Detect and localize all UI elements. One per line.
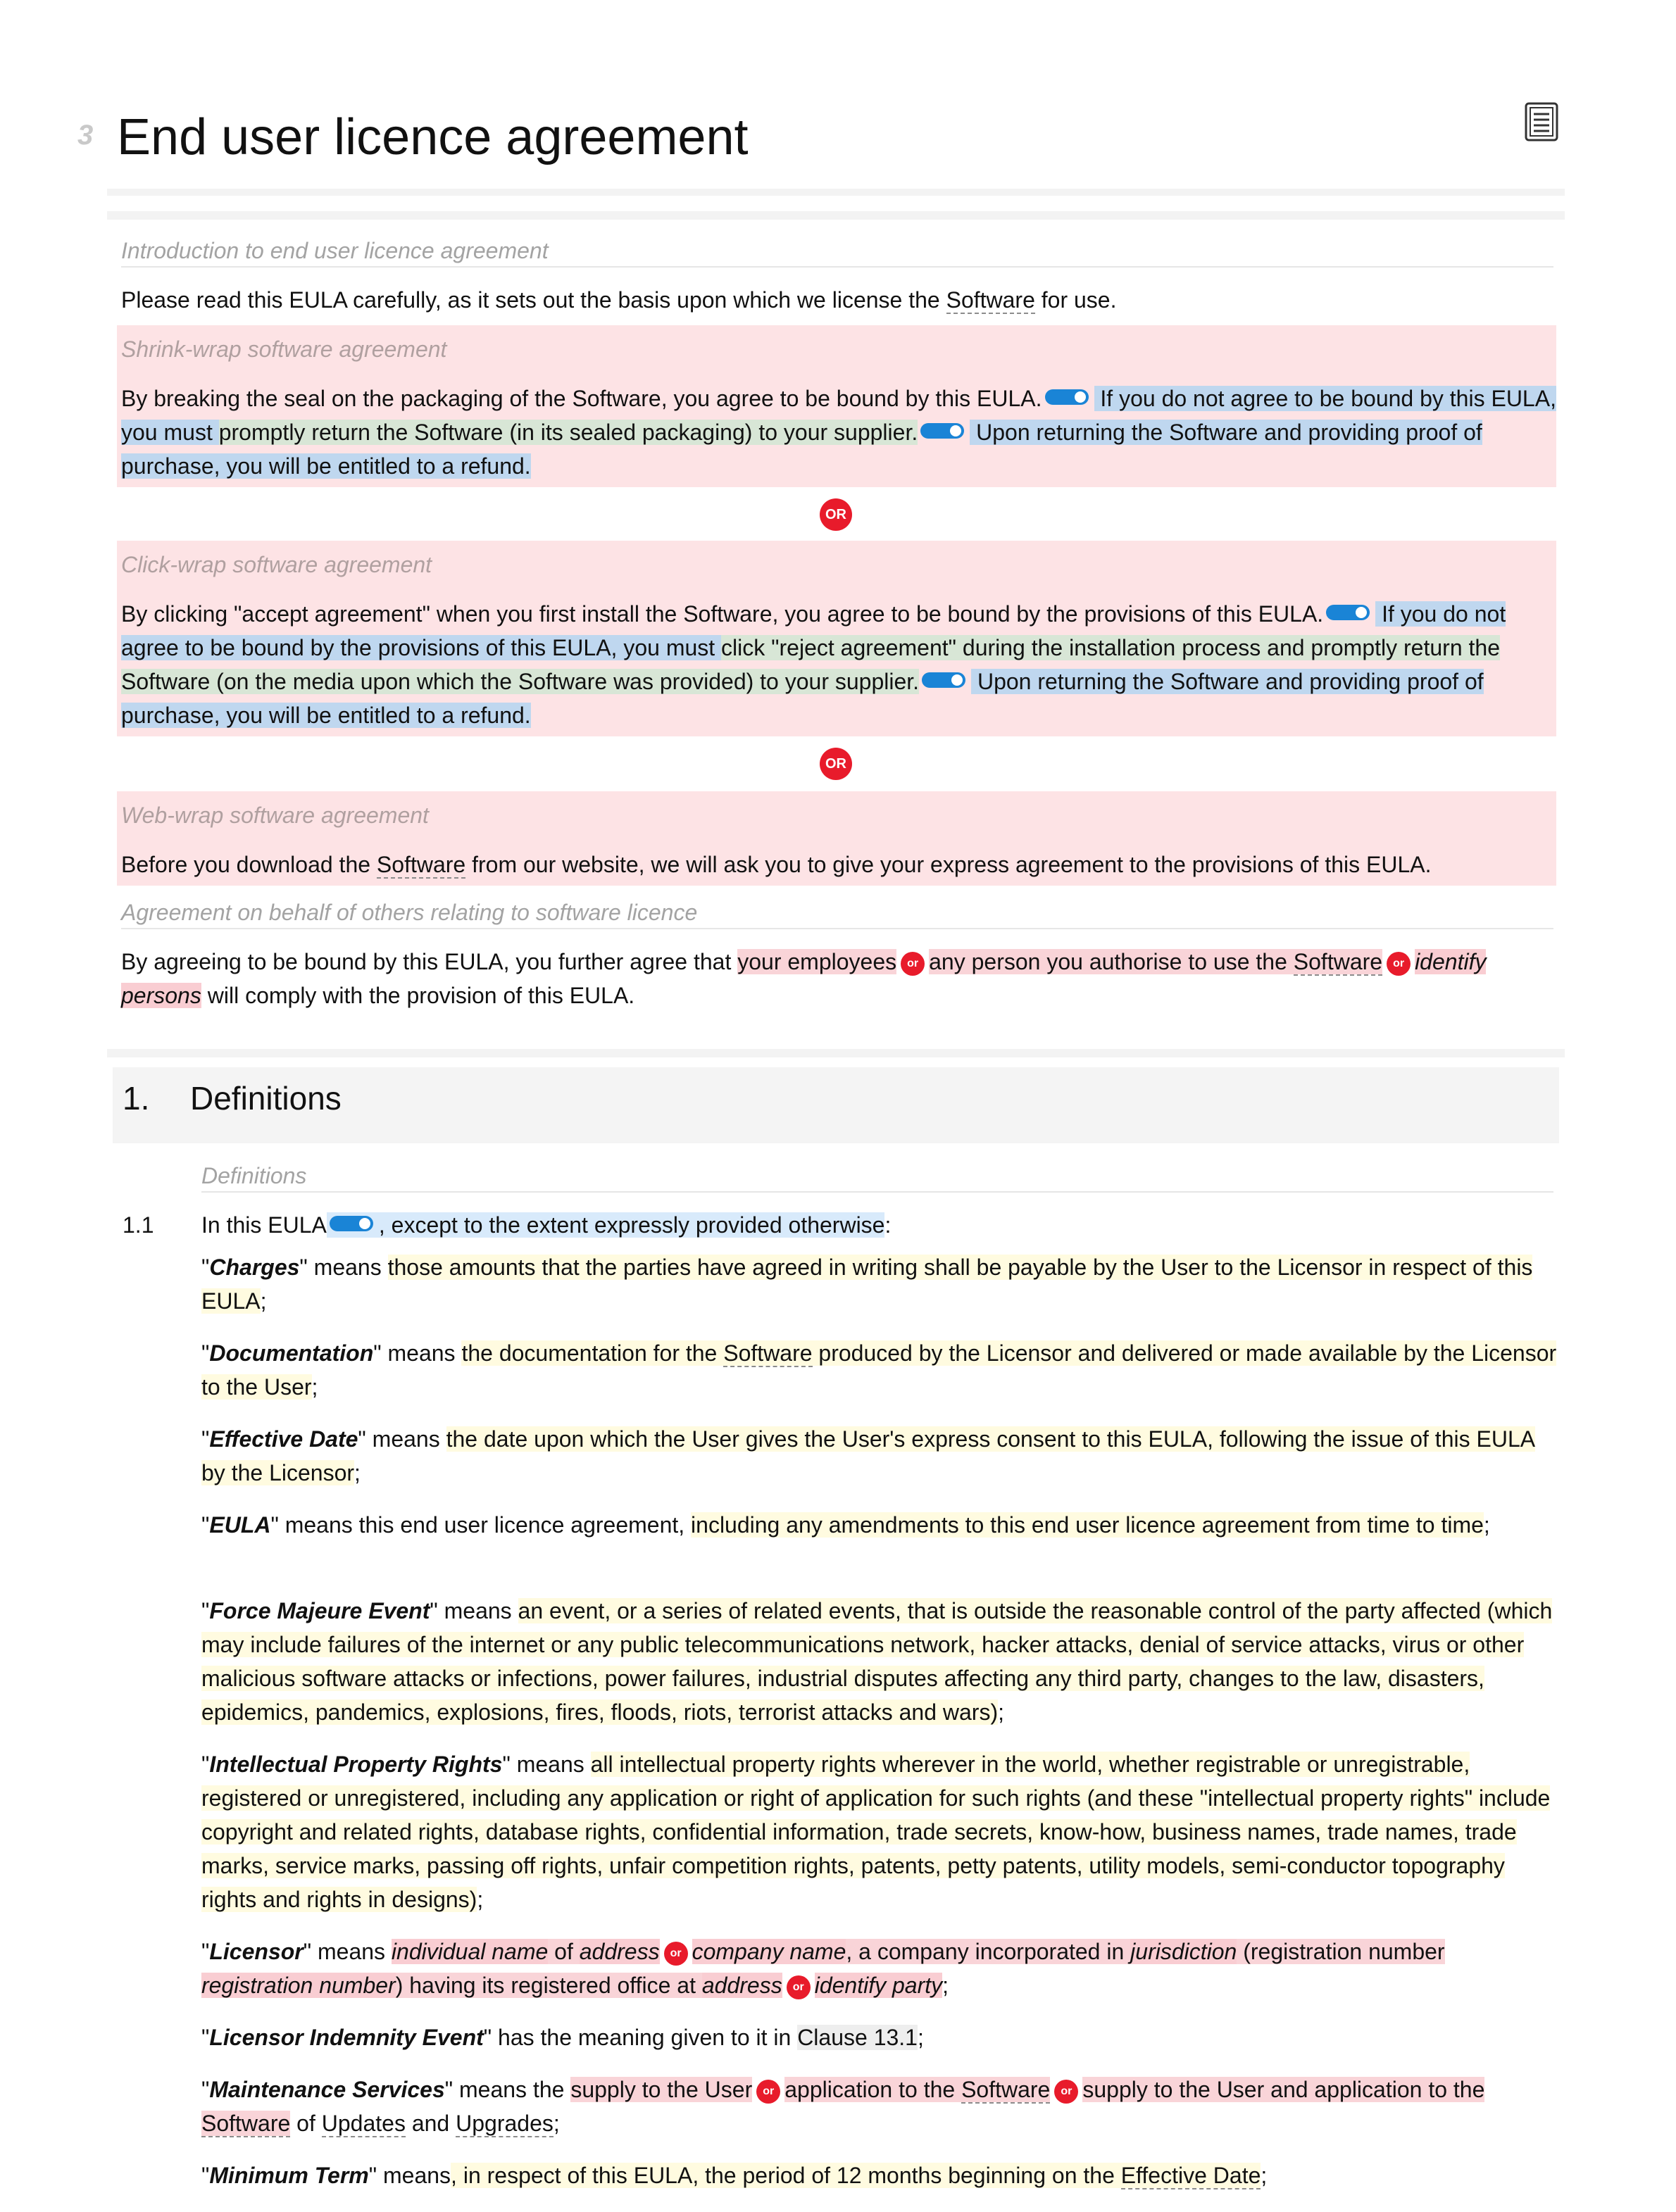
clause-intro-end: : xyxy=(884,1212,892,1238)
term-maintenance-services: Maintenance Services xyxy=(209,2077,445,2102)
or-separator-badge: OR xyxy=(820,748,852,780)
term-licensor-indemnity-event: Licensor Indemnity Event xyxy=(209,2025,484,2050)
registered-office-text: ) having its registered office at xyxy=(395,1973,702,1998)
term-minimum-term: Minimum Term xyxy=(209,2163,369,2188)
behalf-text-end: will comply with the provision of this EULA. xyxy=(201,983,635,1008)
document-title: End user licence agreement xyxy=(117,109,749,165)
clause-intro-text: In this EULA xyxy=(201,1212,327,1238)
software-definition-link[interactable]: Software xyxy=(723,1340,813,1366)
semicolon: ; xyxy=(354,1460,361,1485)
indemnity-text: has the meaning given to it in xyxy=(492,2025,798,2050)
definition-documentation: "Documentation" means the documentation for the Software produced by the Licensor and delivered or made available by the Licensor to the User; xyxy=(201,1340,1557,1400)
definition-licensor-indemnity: "Licensor Indemnity Event" has the meaning given to it in Clause 13.1; xyxy=(201,2025,924,2050)
registration-number-field[interactable]: registration number xyxy=(201,1973,396,1998)
behalf-paragraph xyxy=(121,945,1558,1012)
definition-charges: "Charges" means those amounts that the parties have agreed in writing shall be payable by the User to the Licensor in respect of this EULA; xyxy=(201,1255,1533,1314)
definition-ipr: "Intellectual Property Rights" means all intellectual property rights wherever in the world, whether registrable or unregistrable, registered or unregistered, including any application or right of application for such rights (and these "intellectual property rights" include copyright and related rights, database rights, confidential information, trade secrets, know-how, business names, trade names, trade marks, service marks, passing off rights, unfair competition rights, patents, petty patents, utility models, semi-conductor topography rights and rights in designs); xyxy=(201,1752,1551,1912)
means-text: means xyxy=(510,1752,591,1777)
shrink-wrap-paragraph xyxy=(121,382,1558,483)
intro-text: Please read this EULA carefully, as it sets out the basis upon which we license the xyxy=(121,287,946,313)
intro-paragraph xyxy=(121,283,1558,317)
definitions-number: 1. xyxy=(123,1080,150,1117)
registration-text: (registration number xyxy=(1237,1939,1445,1964)
software-definition-link[interactable]: Software xyxy=(946,287,1035,313)
click-wrap-paragraph xyxy=(121,597,1558,732)
shrink-sentence-2: If you do not agree to be bound by this EULA, you must xyxy=(121,386,1556,445)
ipr-text: all intellectual property rights wherever in the world, whether registrable or unregistrable, registered or unregistered, including any application or right of application for such rights (and these "intellectual property rights" include copyright and related rights, database rights, confidential information, trade secrets, know-how, business names, trade names, trade marks, service marks, passing off rights, unfair competition rights, patents, petty patents, utility models, semi-conductor topography rights and rights in designs) xyxy=(201,1752,1551,1912)
shrink-sentence-1: By breaking the seal on the packaging of the Software, you agree to be bound by this EULA. xyxy=(121,386,1042,411)
shrink-wrap-label: Shrink-wrap software agreement xyxy=(121,337,447,362)
term-charges: Charges xyxy=(209,1255,300,1280)
company-name-field[interactable]: company name xyxy=(692,1939,846,1964)
document-list-icon[interactable] xyxy=(1524,101,1559,142)
means-text: means xyxy=(365,1426,446,1452)
means-text: means this end user licence agreement, xyxy=(278,1512,692,1538)
software-definition-link[interactable]: Software xyxy=(201,2111,291,2136)
definition-effective-date: "Effective Date" means the date upon which the User gives the User's express consent to this EULA, following the issue of this EULA by the Licensor; xyxy=(201,1426,1536,1485)
upgrades-definition-link[interactable]: Upgrades xyxy=(456,2111,554,2136)
term-effective-date: Effective Date xyxy=(209,1426,358,1452)
behalf-label: Agreement on behalf of others relating to software licence xyxy=(121,898,1553,929)
clause-1-1-intro xyxy=(201,1208,1558,1242)
updates-definition-link[interactable]: Updates xyxy=(321,2111,406,2136)
semicolon: ; xyxy=(1261,2163,1268,2188)
click-wrap-label: Click-wrap software agreement xyxy=(121,552,432,577)
shrink-sentence-3: Upon returning the Software and providing proof of purchase, you will be entitled to a refund. xyxy=(121,420,1482,479)
definitions-divider xyxy=(107,1049,1565,1057)
term-eula: EULA xyxy=(209,1512,271,1538)
definitions-title: Definitions xyxy=(190,1080,342,1117)
jurisdiction-field[interactable]: jurisdiction xyxy=(1130,1939,1237,1964)
means-text: means xyxy=(311,1939,392,1964)
documentation-text: the documentation for the xyxy=(461,1340,724,1366)
definitions-label: Definitions xyxy=(201,1162,1553,1193)
documentation-text-end: produced by the Licensor and delivered or made available by the Licensor to the User xyxy=(201,1340,1557,1400)
click-sentence-3: Upon returning the Software and providing proof of purchase, you will be entitled to a refund. xyxy=(121,669,1484,728)
or-option-badge[interactable]: or xyxy=(1387,952,1411,976)
optional-toggle[interactable] xyxy=(330,1216,373,1231)
click-sentence-2: If you do not agree to be bound by the provisions of this EULA, you must xyxy=(121,601,1506,660)
title-divider xyxy=(107,189,1565,196)
or-option-badge[interactable]: or xyxy=(756,2080,780,2104)
semicolon: ; xyxy=(942,1973,949,1998)
definition-licensor: "Licensor" means individual name of address or company name, a company incorporated in jurisdiction (registration number registration number) having its registered office at address or identify party; xyxy=(201,1939,1445,1998)
means-text: means xyxy=(307,1255,388,1280)
semicolon: ; xyxy=(1483,1512,1490,1538)
or-separator-badge: OR xyxy=(820,498,852,531)
or-option-badge[interactable]: or xyxy=(1054,2080,1078,2104)
address-field[interactable]: address xyxy=(579,1939,660,1964)
maintenance-option-application-text: application to the xyxy=(784,2077,962,2102)
or-option-badge[interactable]: or xyxy=(787,1975,811,1999)
click-sentence-1: By clicking "accept agreement" when you first install the Software, you agree to be bound by the provisions of this EULA. xyxy=(121,601,1324,627)
or-option-badge[interactable]: or xyxy=(901,952,925,976)
force-majeure-text: an event, or a series of related events, that is outside the reasonable control of the party affected (which may include failures of the internet or any public telecommunications network, hacker attacks, denial of service attacks, virus or other malicious software attacks or infections, power failures, industrial disputes affecting any third party, changes to the law, disasters, epidemics, pandemics, explosions, fires, floods, riots, terrorist attacks and wars) xyxy=(201,1598,1553,1725)
definition-maintenance-services: "Maintenance Services" means the supply to the User or application to the Software or supply to the User and application to the Software of Updates and Upgrades; xyxy=(201,2077,1485,2136)
means-text: means xyxy=(381,1340,462,1366)
or-option-badge[interactable]: or xyxy=(664,1942,688,1966)
effective-date-definition-link[interactable]: Effective Date xyxy=(1120,2163,1261,2188)
maintenance-option-both-text: supply to the User and application to the xyxy=(1082,2077,1485,2102)
optional-toggle[interactable] xyxy=(922,672,965,688)
behalf-option-authorised-text: any person you authorise to use the xyxy=(929,949,1294,974)
means-text: means xyxy=(377,2163,451,2188)
means-text: means xyxy=(437,1598,518,1623)
behalf-option-authorised[interactable] xyxy=(929,949,1382,974)
semicolon: ; xyxy=(260,1288,267,1314)
semicolon: ; xyxy=(917,2025,924,2050)
brand-logo-icon: 3 xyxy=(77,120,94,151)
optional-toggle[interactable] xyxy=(920,423,964,439)
term-documentation: Documentation xyxy=(209,1340,374,1366)
behalf-option-employees[interactable]: your employees xyxy=(737,949,897,974)
term-intellectual-property-rights: Intellectual Property Rights xyxy=(209,1752,503,1777)
optional-toggle[interactable] xyxy=(1045,389,1089,405)
term-force-majeure-event: Force Majeure Event xyxy=(209,1598,430,1623)
definition-force-majeure: "Force Majeure Event" means an event, or a series of related events, that is outside the reasonable control of the party affected (which may include failures of the internet or any public telecommunications network, hacker attacks, denial of service attacks, virus or other malicious software attacks or infections, power failures, industrial disputes affecting any third party, changes to the law, disasters, epidemics, pandemics, explosions, fires, floods, riots, terrorist attacks and wars); xyxy=(201,1598,1553,1725)
identify-party-field[interactable]: identify party xyxy=(814,1973,943,1998)
semicolon: ; xyxy=(998,1699,1004,1725)
term-licensor: Licensor xyxy=(209,1939,304,1964)
clause-number: 1.1 xyxy=(123,1212,154,1238)
effective-date-text: the date upon which the User gives the User's express consent to this EULA, following the issue of this EULA by the Licensor xyxy=(201,1426,1536,1485)
eula-text: including any amendments to this end user licence agreement from time to time xyxy=(691,1512,1484,1538)
clause-cross-reference-link[interactable]: Clause 13.1 xyxy=(797,2025,918,2050)
semicolon: ; xyxy=(311,1374,318,1400)
intro-divider xyxy=(107,211,1565,220)
address-field[interactable]: address xyxy=(701,1973,782,1998)
software-definition-link[interactable]: Software xyxy=(1293,949,1383,974)
software-definition-link[interactable]: Software xyxy=(376,852,466,877)
semicolon: ; xyxy=(553,2111,560,2136)
and-text: and xyxy=(405,2111,456,2136)
software-definition-link[interactable]: Software xyxy=(961,2077,1051,2102)
optional-toggle[interactable] xyxy=(1326,605,1370,620)
definition-eula: "EULA" means this end user licence agreement, including any amendments to this end user licence agreement from time to time; xyxy=(201,1512,1490,1538)
web-text: Before you download the xyxy=(121,852,377,877)
semicolon: ; xyxy=(477,1887,484,1912)
charges-text: those amounts that the parties have agreed in writing shall be payable by the User to the Licensor in respect of this EULA xyxy=(201,1255,1533,1314)
web-wrap-label: Web-wrap software agreement xyxy=(121,803,429,828)
web-wrap-paragraph xyxy=(121,848,1558,881)
intro-text-end: for use. xyxy=(1034,287,1117,313)
behalf-text: By agreeing to be bound by this EULA, you further agree that xyxy=(121,949,738,974)
web-text-end: from our website, we will ask you to give your express agreement to the provisions of this EULA. xyxy=(465,852,1432,877)
of-text: of xyxy=(548,1939,580,1964)
maintenance-option-application[interactable] xyxy=(784,2077,1050,2102)
click-sentence-2-option: click "reject agreement" during the installation process and promptly return the Software (on the media upon which the Software was provided) to your supplier. xyxy=(121,635,1500,694)
clause-intro-option: , except to the extent expressly provided otherwise xyxy=(378,1212,885,1238)
maintenance-option-supply[interactable]: supply to the User xyxy=(570,2077,753,2102)
identify-persons-field[interactable]: identify persons xyxy=(121,949,1487,1008)
incorporated-text: , a company incorporated in xyxy=(846,1939,1131,1964)
definition-minimum-term: "Minimum Term" means, in respect of this EULA, the period of 12 months beginning on the Effective Date; xyxy=(201,2163,1268,2188)
minimum-term-text: , in respect of this EULA, the period of 12 months beginning on the xyxy=(451,2163,1121,2188)
individual-name-field[interactable]: individual name xyxy=(391,1939,549,1964)
intro-label: Introduction to end user licence agreement xyxy=(121,237,1553,268)
shrink-sentence-2-option: promptly return the Software (in its sealed packaging) to your supplier. xyxy=(218,420,918,445)
of-text: of xyxy=(290,2111,322,2136)
means-text: means the xyxy=(453,2077,571,2102)
